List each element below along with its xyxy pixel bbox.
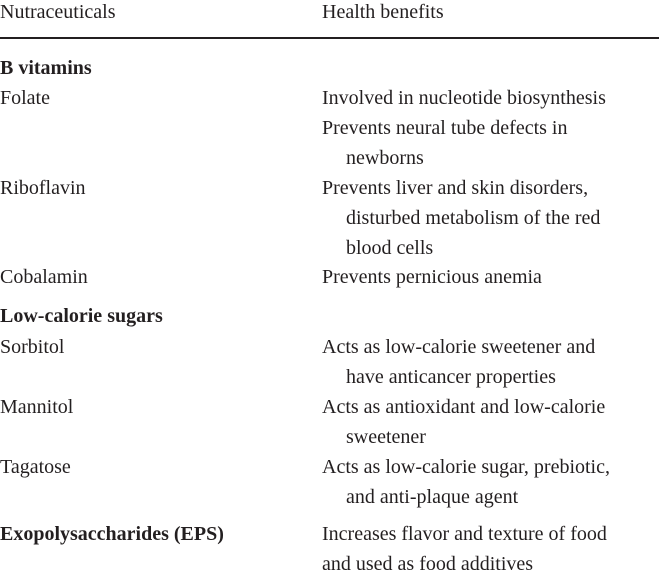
row-mannitol-benefit-line-2: sweetener [346, 426, 426, 448]
row-riboflavin-benefit-line-3: blood cells [346, 237, 434, 259]
section-b-vitamins: B vitamins [0, 57, 92, 79]
row-mannitol-benefit-line-1: Acts as antioxidant and low-calorie [322, 396, 606, 418]
row-tagatose-benefit-line-1: Acts as low-calorie sugar, prebiotic, [322, 456, 610, 478]
row-folate-benefit-1: Involved in nucleotide biosynthesis [322, 87, 606, 109]
row-eps-benefit-line-1: Increases flavor and texture of food [322, 523, 607, 545]
row-riboflavin-benefit-line-1: Prevents liver and skin disorders, [322, 177, 589, 199]
row-sorbitol-benefit-line-2: have anticancer properties [346, 366, 556, 388]
header-nutraceuticals: Nutraceuticals [0, 1, 116, 23]
section-low-calorie-sugars: Low-calorie sugars [0, 305, 163, 327]
row-riboflavin-name: Riboflavin [0, 177, 86, 199]
row-tagatose-benefit-line-2: and anti-plaque agent [346, 486, 519, 508]
row-sorbitol-benefit-line-1: Acts as low-calorie sweetener and [322, 336, 596, 358]
row-riboflavin-benefit-line-2: disturbed metabolism of the red [346, 207, 601, 229]
row-cobalamin-name: Cobalamin [0, 266, 88, 288]
row-folate-benefit-2-line-2: newborns [346, 147, 424, 169]
row-tagatose-name: Tagatose [0, 456, 71, 478]
header-health-benefits: Health benefits [322, 1, 444, 23]
section-exopolysaccharides: Exopolysaccharides (EPS) [0, 523, 224, 545]
row-mannitol-name: Mannitol [0, 396, 74, 418]
row-sorbitol-name: Sorbitol [0, 336, 65, 358]
header-rule [0, 37, 659, 39]
row-folate-benefit-2-line-1: Prevents neural tube defects in [322, 117, 568, 139]
row-cobalamin-benefit: Prevents pernicious anemia [322, 266, 542, 288]
row-folate-name: Folate [0, 87, 50, 109]
row-eps-benefit-line-2: and used as food additives [322, 553, 534, 575]
